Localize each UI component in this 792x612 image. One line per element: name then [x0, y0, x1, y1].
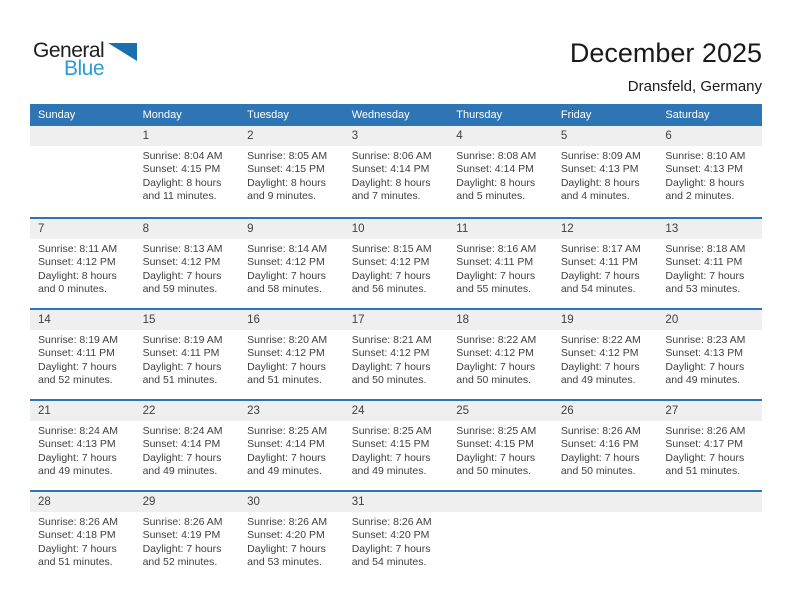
sunset-text: Sunset: 4:12 PM — [456, 347, 534, 360]
daylight-line1: Daylight: 8 hours — [560, 176, 640, 189]
sunrise-text: Sunrise: 8:11 AM — [38, 243, 118, 255]
day-cell — [448, 512, 553, 570]
daylight-line2: and 51 minutes. — [247, 374, 322, 387]
day-header-wednesday: Wednesday — [351, 109, 410, 121]
day-cell — [239, 421, 344, 479]
daylight-line1: Daylight: 7 hours — [351, 269, 431, 282]
calendar-header-row — [30, 104, 762, 126]
daylight-line1: Daylight: 7 hours — [247, 451, 326, 464]
sunrise-text: Sunrise: 8:14 AM — [247, 243, 328, 255]
daylight-line1: Daylight: 7 hours — [142, 360, 222, 373]
day-cell — [448, 330, 553, 388]
details-row — [30, 330, 762, 388]
date-number: 13 — [665, 223, 679, 235]
daylight-line2: and 49 minutes. — [142, 465, 218, 478]
sunset-text: Sunset: 4:15 PM — [142, 163, 221, 176]
daylight-line1: Daylight: 7 hours — [142, 542, 222, 555]
day-cell — [657, 421, 762, 479]
sunset-text: Sunset: 4:12 PM — [38, 256, 116, 269]
sunset-text: Sunset: 4:12 PM — [351, 347, 430, 360]
date-number: 31 — [351, 496, 365, 508]
date-number: 28 — [38, 496, 51, 508]
daylight-line1: Daylight: 8 hours — [38, 269, 117, 282]
day-cell — [553, 146, 658, 204]
date-band — [30, 492, 762, 512]
logo — [33, 40, 163, 84]
date-number: 12 — [560, 223, 574, 235]
daylight-line2: and 7 minutes. — [351, 190, 421, 203]
day-cell — [344, 330, 449, 388]
sunrise-text: Sunrise: 8:21 AM — [351, 334, 432, 346]
sunset-text: Sunset: 4:11 PM — [38, 347, 115, 360]
date-band — [30, 126, 762, 146]
sunrise-text: Sunrise: 8:23 AM — [665, 334, 746, 346]
sunrise-text: Sunrise: 8:05 AM — [247, 150, 328, 162]
date-number: 9 — [247, 223, 254, 235]
logo-text-general: General — [33, 39, 105, 62]
daylight-line1: Daylight: 7 hours — [351, 451, 431, 464]
details-row — [30, 421, 762, 479]
daylight-line2: and 50 minutes. — [560, 465, 636, 478]
date-number: 15 — [142, 314, 156, 326]
daylight-line1: Daylight: 8 hours — [351, 176, 431, 189]
date-number: 11 — [456, 223, 469, 235]
daylight-line1: Daylight: 8 hours — [142, 176, 222, 189]
day-cell — [344, 421, 449, 479]
daylight-line2: and 51 minutes. — [665, 465, 741, 478]
sunrise-text: Sunrise: 8:24 AM — [38, 425, 118, 437]
week-row — [30, 126, 762, 217]
daylight-line2: and 53 minutes. — [665, 283, 741, 296]
daylight-line2: and 0 minutes. — [38, 283, 107, 296]
sunset-text: Sunset: 4:11 PM — [665, 256, 743, 269]
date-band — [30, 219, 762, 239]
sunset-text: Sunset: 4:14 PM — [247, 438, 325, 451]
day-cell — [30, 512, 135, 570]
sunset-text: Sunset: 4:20 PM — [351, 529, 430, 542]
details-row — [30, 146, 762, 204]
sunrise-text: Sunrise: 8:13 AM — [142, 243, 223, 255]
daylight-line1: Daylight: 7 hours — [665, 269, 745, 282]
date-number: 20 — [665, 314, 679, 326]
date-number: 23 — [247, 405, 260, 417]
date-number: 1 — [142, 130, 149, 142]
day-cell — [448, 146, 553, 204]
day-cell — [239, 146, 344, 204]
date-band — [30, 310, 762, 330]
week-row — [30, 217, 762, 308]
daylight-line1: Daylight: 7 hours — [351, 360, 431, 373]
day-cell — [657, 239, 762, 297]
day-cell — [135, 146, 240, 204]
date-number: 5 — [560, 130, 568, 142]
daylight-line1: Daylight: 7 hours — [560, 269, 640, 282]
daylight-line2: and 58 minutes. — [247, 283, 322, 296]
day-cell — [553, 330, 658, 388]
day-cell — [30, 239, 135, 297]
date-number: 17 — [351, 314, 365, 326]
sunset-text: Sunset: 4:20 PM — [247, 529, 325, 542]
date-number: 3 — [351, 130, 359, 142]
date-number: 24 — [351, 405, 365, 417]
day-cell — [239, 239, 344, 297]
sunrise-text: Sunrise: 8:26 AM — [560, 425, 641, 437]
daylight-line2: and 49 minutes. — [560, 374, 636, 387]
sunset-text: Sunset: 4:12 PM — [560, 347, 639, 360]
sunrise-text: Sunrise: 8:26 AM — [142, 516, 223, 528]
daylight-line1: Daylight: 7 hours — [38, 360, 117, 373]
daylight-line1: Daylight: 7 hours — [38, 451, 117, 464]
sunset-text: Sunset: 4:12 PM — [247, 347, 325, 360]
daylight-line1: Daylight: 7 hours — [665, 451, 745, 464]
date-number: 4 — [456, 130, 463, 142]
calendar-table — [30, 104, 762, 581]
sunset-text: Sunset: 4:18 PM — [38, 529, 116, 542]
daylight-line2: and 49 minutes. — [351, 465, 427, 478]
week-row — [30, 399, 762, 490]
sunset-text: Sunset: 4:15 PM — [456, 438, 534, 451]
day-cell — [135, 330, 240, 388]
sunrise-text: Sunrise: 8:25 AM — [456, 425, 537, 437]
date-number: 2 — [247, 130, 254, 142]
date-number: 30 — [247, 496, 260, 508]
sunset-text: Sunset: 4:13 PM — [560, 163, 639, 176]
sunrise-text: Sunrise: 8:06 AM — [351, 150, 432, 162]
daylight-line2: and 50 minutes. — [456, 374, 531, 387]
daylight-line2: and 54 minutes. — [560, 283, 636, 296]
sunset-text: Sunset: 4:13 PM — [665, 163, 744, 176]
daylight-line1: Daylight: 7 hours — [247, 360, 326, 373]
sunrise-text: Sunrise: 8:20 AM — [247, 334, 328, 346]
sunset-text: Sunset: 4:15 PM — [351, 438, 430, 451]
date-number: 26 — [560, 405, 574, 417]
daylight-line2: and 54 minutes. — [351, 556, 427, 569]
week-row — [30, 308, 762, 399]
sunrise-text: Sunrise: 8:26 AM — [665, 425, 746, 437]
sunset-text: Sunset: 4:19 PM — [142, 529, 221, 542]
date-number: 21 — [38, 405, 51, 417]
daylight-line1: Daylight: 7 hours — [456, 360, 536, 373]
day-cell — [553, 421, 658, 479]
sunrise-text: Sunrise: 8:19 AM — [142, 334, 223, 346]
daylight-line1: Daylight: 7 hours — [247, 269, 326, 282]
daylight-line1: Daylight: 8 hours — [456, 176, 536, 189]
daylight-line1: Daylight: 7 hours — [456, 451, 536, 464]
sunrise-text: Sunrise: 8:25 AM — [351, 425, 432, 437]
daylight-line2: and 51 minutes. — [38, 556, 113, 569]
sunrise-text: Sunrise: 8:22 AM — [456, 334, 537, 346]
sunset-text: Sunset: 4:12 PM — [247, 256, 325, 269]
sunrise-text: Sunrise: 8:08 AM — [456, 150, 537, 162]
daylight-line2: and 9 minutes. — [247, 190, 317, 203]
day-cell — [657, 330, 762, 388]
day-cell — [239, 512, 344, 570]
sunrise-text: Sunrise: 8:16 AM — [456, 243, 537, 255]
day-cell — [135, 512, 240, 570]
sunrise-text: Sunrise: 8:26 AM — [38, 516, 118, 528]
day-header-thursday: Thursday — [456, 109, 503, 121]
sunset-text: Sunset: 4:11 PM — [142, 347, 220, 360]
daylight-line1: Daylight: 7 hours — [560, 451, 640, 464]
day-cell — [30, 421, 135, 479]
title-block — [570, 38, 762, 96]
day-header-tuesday: Tuesday — [247, 109, 289, 121]
day-cell — [553, 239, 658, 297]
date-band — [30, 401, 762, 421]
day-cell — [448, 239, 553, 297]
day-cell — [135, 239, 240, 297]
daylight-line2: and 53 minutes. — [247, 556, 322, 569]
day-cell — [344, 239, 449, 297]
sunrise-text: Sunrise: 8:09 AM — [560, 150, 641, 162]
daylight-line1: Daylight: 7 hours — [142, 269, 222, 282]
sunrise-text: Sunrise: 8:26 AM — [247, 516, 328, 528]
date-number: 27 — [665, 405, 679, 417]
calendar-body — [30, 126, 762, 581]
date-number: 6 — [665, 130, 672, 142]
day-cell — [344, 146, 449, 204]
day-cell — [135, 421, 240, 479]
daylight-line2: and 50 minutes. — [456, 465, 531, 478]
sunset-text: Sunset: 4:14 PM — [142, 438, 221, 451]
day-cell — [30, 330, 135, 388]
daylight-line1: Daylight: 7 hours — [351, 542, 431, 555]
daylight-line2: and 51 minutes. — [142, 374, 218, 387]
daylight-line1: Daylight: 7 hours — [142, 451, 222, 464]
details-row — [30, 239, 762, 297]
daylight-line2: and 49 minutes. — [247, 465, 322, 478]
logo-text-blue: Blue — [64, 57, 105, 80]
daylight-line1: Daylight: 7 hours — [560, 360, 640, 373]
daylight-line1: Daylight: 7 hours — [665, 360, 745, 373]
daylight-line2: and 52 minutes. — [38, 374, 113, 387]
sunrise-text: Sunrise: 8:04 AM — [142, 150, 223, 162]
sunset-text: Sunset: 4:17 PM — [665, 438, 744, 451]
date-number: 8 — [142, 223, 149, 235]
daylight-line2: and 55 minutes. — [456, 283, 531, 296]
daylight-line2: and 4 minutes. — [560, 190, 630, 203]
date-number: 14 — [38, 314, 51, 326]
day-cell — [30, 146, 135, 204]
sunset-text: Sunset: 4:12 PM — [142, 256, 221, 269]
date-number: 29 — [142, 496, 156, 508]
daylight-line1: Daylight: 7 hours — [456, 269, 536, 282]
sunset-text: Sunset: 4:14 PM — [456, 163, 534, 176]
daylight-line1: Daylight: 7 hours — [38, 542, 117, 555]
day-cell — [344, 512, 449, 570]
location-subtitle: Dransfeld, Germany — [627, 78, 762, 95]
sunset-text: Sunset: 4:12 PM — [351, 256, 430, 269]
week-row — [30, 490, 762, 581]
sunset-text: Sunset: 4:13 PM — [38, 438, 116, 451]
day-cell — [239, 330, 344, 388]
date-number: 25 — [456, 405, 470, 417]
sunrise-text: Sunrise: 8:22 AM — [560, 334, 641, 346]
day-cell — [553, 512, 658, 570]
sunrise-text: Sunrise: 8:26 AM — [351, 516, 432, 528]
date-number: 10 — [351, 223, 365, 235]
daylight-line2: and 50 minutes. — [351, 374, 427, 387]
sunset-text: Sunset: 4:16 PM — [560, 438, 639, 451]
day-header-monday: Monday — [142, 109, 182, 121]
daylight-line2: and 2 minutes. — [665, 190, 735, 203]
daylight-line2: and 52 minutes. — [142, 556, 218, 569]
sunset-text: Sunset: 4:14 PM — [351, 163, 430, 176]
daylight-line2: and 5 minutes. — [456, 190, 526, 203]
sunset-text: Sunset: 4:13 PM — [665, 347, 744, 360]
day-header-saturday: Saturday — [665, 109, 710, 121]
day-cell — [657, 146, 762, 204]
daylight-line1: Daylight: 8 hours — [665, 176, 745, 189]
day-cell — [657, 512, 762, 570]
daylight-line2: and 49 minutes. — [665, 374, 741, 387]
daylight-line1: Daylight: 7 hours — [247, 542, 326, 555]
date-number: 18 — [456, 314, 470, 326]
day-cell — [448, 421, 553, 479]
sunrise-text: Sunrise: 8:18 AM — [665, 243, 746, 255]
sunset-text: Sunset: 4:11 PM — [560, 256, 638, 269]
daylight-line2: and 56 minutes. — [351, 283, 427, 296]
date-number: 22 — [142, 405, 156, 417]
daylight-line2: and 59 minutes. — [142, 283, 218, 296]
day-header-sunday: Sunday — [38, 109, 76, 121]
sunrise-text: Sunrise: 8:15 AM — [351, 243, 432, 255]
month-title: December 2025 — [569, 38, 762, 68]
sunset-text: Sunset: 4:15 PM — [247, 163, 325, 176]
date-number: 16 — [247, 314, 260, 326]
daylight-line1: Daylight: 8 hours — [247, 176, 326, 189]
sunrise-text: Sunrise: 8:24 AM — [142, 425, 223, 437]
sunrise-text: Sunrise: 8:17 AM — [560, 243, 641, 255]
sunrise-text: Sunrise: 8:25 AM — [247, 425, 328, 437]
sunset-text: Sunset: 4:11 PM — [456, 256, 534, 269]
sunrise-text: Sunrise: 8:19 AM — [38, 334, 118, 346]
date-number: 7 — [38, 223, 45, 235]
details-row — [30, 512, 762, 570]
sunrise-text: Sunrise: 8:10 AM — [665, 150, 746, 162]
daylight-line2: and 49 minutes. — [38, 465, 113, 478]
date-number: 19 — [560, 314, 574, 326]
day-header-friday: Friday — [560, 109, 592, 121]
daylight-line2: and 11 minutes. — [142, 190, 217, 203]
